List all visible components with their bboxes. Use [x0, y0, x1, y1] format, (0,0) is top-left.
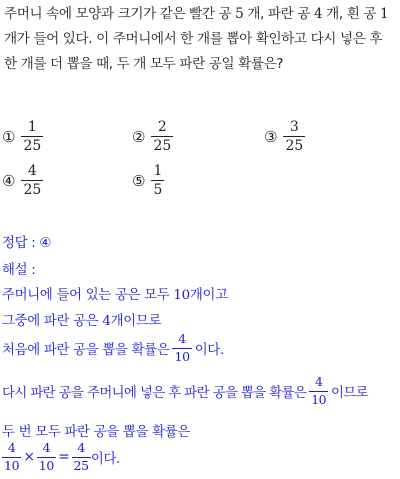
explanation-line-2: 그중에 파란 공은 4개이므로: [2, 314, 162, 329]
red-count: 5: [235, 6, 244, 22]
explanation-label: 해설 :: [2, 263, 36, 278]
times-sign: ×: [23, 449, 35, 465]
choice-fraction: $\frac{4}{25}$: [23, 163, 42, 198]
choice-fraction: $\frac{1}{5}$: [153, 163, 163, 198]
explanation-line-5: 두 번 모두 파란 공을 뽑을 확률은: [2, 425, 190, 440]
choice-fraction: $\frac{3}{25}$: [285, 119, 304, 154]
explanation-line-4: 다시 파란 공을 주머니에 넣은 후 파란 공을 뽑을 확률은 $\frac{4}{10}$ 이므로: [2, 374, 369, 407]
choice-mark: ④: [2, 171, 16, 190]
blue-count: 4: [313, 6, 323, 22]
explanation-line-3: 처음에 파란 공을 뽑을 확률은 $\frac{4}{10}$ 이다.: [2, 331, 224, 364]
choice-fraction: $\frac{2}{25}$: [153, 119, 172, 154]
choice-3[interactable]: [264, 120, 305, 153]
choice-mark: ②: [132, 127, 146, 146]
answer-line: 정답 : ④: [2, 236, 52, 251]
choice-4[interactable]: [2, 164, 43, 197]
choice-mark: ①: [2, 127, 16, 146]
white-count: 1: [380, 6, 389, 22]
choice-fraction: $\frac{1}{25}$: [23, 119, 42, 154]
explanation-line-1: 주머니에 들어 있는 공은 모두 10개이고: [2, 288, 228, 303]
equals-sign: =: [58, 449, 70, 465]
choice-5[interactable]: [132, 164, 164, 197]
explanation-line-6: $\frac{4}{10}$ × $\frac{4}{10}$ = $\frac{4}{25}$ 이다.: [4, 440, 121, 473]
fraction: $\frac{4}{10}$: [4, 440, 20, 473]
fraction: $\frac{4}{10}$: [38, 440, 55, 473]
fraction: $\frac{4}{10}$: [311, 374, 327, 407]
fraction: $\frac{4}{25}$: [73, 440, 89, 473]
question-text: 주머니 속에 모양과 크기가 같은 빨간 공 5 개, 파란 공 4 개, 흰 공 1 개가 들어 있다. 이 주머니에서 한 개를 뽑아 확인하고 다시 넣은 후 한 개를 더 뽑을 때, 두 개 모두 파란 공일 확률은?: [4, 6, 389, 72]
choice-mark: ③: [264, 127, 278, 146]
fraction: $\frac{4}{10}$: [174, 331, 190, 364]
choice-2[interactable]: [132, 120, 173, 153]
choice-mark: ⑤: [132, 171, 146, 190]
answer-value: ④: [39, 236, 52, 251]
choice-1[interactable]: [2, 120, 43, 153]
